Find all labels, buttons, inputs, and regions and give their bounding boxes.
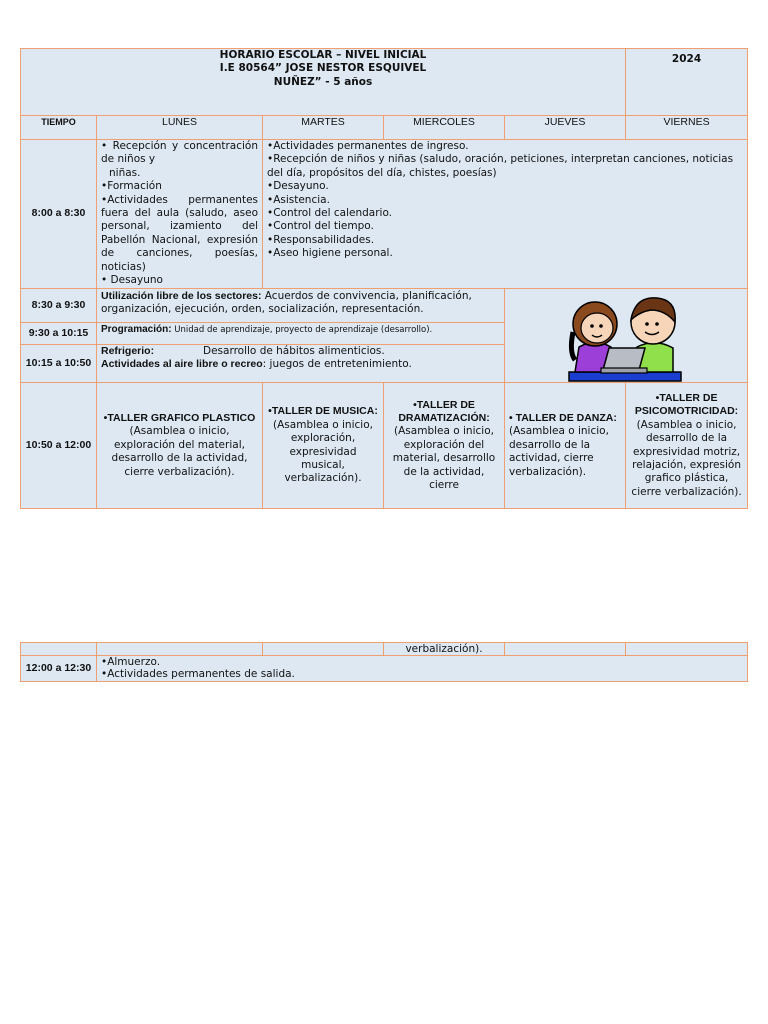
col-header-friday: VIERNES bbox=[626, 116, 748, 140]
lunch-cell bbox=[97, 656, 748, 682]
schedule-table bbox=[20, 48, 748, 509]
workshop-friday bbox=[626, 383, 748, 509]
workshop-title: •TALLER GRAFICO PLASTICO bbox=[103, 411, 256, 424]
time-cell: 10:15 a 10:50 bbox=[21, 345, 97, 383]
wednesday-continuation: verbalización). bbox=[384, 643, 505, 656]
list-item: • Desayuno bbox=[101, 274, 163, 287]
list-item: niñas. bbox=[109, 166, 141, 179]
time-cell: 8:00 a 8:30 bbox=[21, 140, 97, 289]
schedule-title bbox=[21, 49, 626, 116]
list-item: •Formación bbox=[101, 180, 162, 193]
workshop-text: (Asamblea o inicio, exploración, expresividad musical, verbalización). bbox=[273, 418, 373, 485]
year-cell: 2024 bbox=[626, 49, 748, 116]
children-computer-illustration bbox=[565, 292, 685, 383]
title-line-1: HORARIO ESCOLAR – NIVEL INICIAL bbox=[219, 49, 427, 61]
title-line-3: NUÑEZ” - 5 años bbox=[273, 75, 373, 88]
workshop-monday bbox=[97, 383, 263, 509]
illustration-cell bbox=[505, 289, 748, 383]
title-line-2: I.E 80564” JOSE NESTOR ESQUIVEL bbox=[219, 62, 427, 75]
workshop-text: (Asamblea o inicio, desarrollo de la actividad, cierre verbalización). bbox=[509, 425, 609, 478]
list-item: •Recepción de niños y niñas (saludo, oración, peticiones, interpretan canciones, noticias del día, propósitos del día, chistes, poesías) bbox=[267, 153, 734, 179]
snack-label: Refrigerio: bbox=[101, 345, 155, 357]
workshop-thursday bbox=[505, 383, 626, 509]
list-item: •Aseo higiene personal. bbox=[267, 247, 393, 260]
workshop-text: (Asamblea o inicio, desarrollo de la expresividad motriz, relajación, expresión grafico plástica, cierre verbalización). bbox=[631, 418, 742, 498]
empty-cell bbox=[21, 643, 97, 656]
list-item: •Actividades permanentes de ingreso. bbox=[267, 140, 469, 152]
empty-cell bbox=[505, 643, 626, 656]
empty-cell bbox=[263, 643, 384, 656]
workshop-text: (Asamblea o inicio, exploración del material, desarrollo de la actividad, cierre bbox=[392, 425, 496, 492]
list-item: •Actividades permanentes fuera del aula (saludo, aseo personal, izamiento del Pabellón Nacional, expresión de canciones, poesías, noticias) bbox=[101, 193, 258, 273]
col-header-tuesday: MARTES bbox=[263, 116, 384, 140]
col-header-time: TIEMPO bbox=[21, 116, 97, 140]
workshop-text: (Asamblea o inicio, exploración del material, desarrollo de la actividad, cierre verbalización). bbox=[111, 425, 248, 478]
time-cell: 9:30 a 10:15 bbox=[21, 323, 97, 345]
workshop-tuesday bbox=[263, 383, 384, 509]
list-item: •Asistencia. bbox=[267, 193, 330, 206]
workshop-title: •TALLER DE DRAMATIZACIÓN: bbox=[398, 398, 490, 424]
monday-routine-cell bbox=[97, 140, 263, 289]
workshop-title: •TALLER DE MUSICA: bbox=[268, 405, 378, 418]
programming-text: Unidad de aprendizaje, proyecto de aprendizaje (desarrollo). bbox=[171, 325, 433, 335]
time-cell: 8:30 a 9:30 bbox=[21, 289, 97, 323]
list-item: • Recepción y concentración de niños y bbox=[101, 140, 258, 166]
workshop-wednesday bbox=[384, 383, 505, 509]
col-header-monday: LUNES bbox=[97, 116, 263, 140]
sectors-text: Acuerdos de convivencia, planificación, organización, ejecución, orden, socialización, representación. bbox=[101, 290, 472, 316]
empty-cell bbox=[626, 643, 748, 656]
list-item: •Almuerzo. bbox=[101, 656, 161, 668]
programming-label: Programación: bbox=[101, 324, 172, 335]
recess-text: : juegos de entretenimiento. bbox=[262, 358, 412, 371]
snack-cell bbox=[97, 345, 505, 383]
workshop-title: • TALLER DE DANZA: bbox=[509, 411, 617, 424]
time-cell: 12:00 a 12:30 bbox=[21, 656, 97, 682]
programming-cell bbox=[97, 323, 505, 345]
recess-label: Actividades al aire libre o recreo bbox=[101, 358, 263, 371]
sectors-cell bbox=[97, 289, 505, 323]
list-item: •Control del calendario. bbox=[267, 207, 393, 220]
col-header-thursday: JUEVES bbox=[505, 116, 626, 140]
routine-cell bbox=[263, 140, 748, 289]
time-cell: 10:50 a 12:00 bbox=[21, 383, 97, 509]
list-item: •Control del tiempo. bbox=[267, 220, 374, 233]
col-header-wednesday: MIERCOLES bbox=[384, 116, 505, 140]
list-item: •Desayuno. bbox=[267, 180, 329, 193]
list-item: •Actividades permanentes de salida. bbox=[101, 668, 295, 680]
snack-text: Desarrollo de hábitos alimenticios. bbox=[203, 345, 385, 357]
sectors-label: Utilización libre de los sectores: bbox=[101, 290, 262, 302]
workshop-title: •TALLER DE PSICOMOTRICIDAD: bbox=[634, 391, 739, 418]
schedule-table-continued bbox=[20, 642, 748, 682]
empty-cell bbox=[97, 643, 263, 656]
list-item: •Responsabilidades. bbox=[267, 233, 375, 246]
